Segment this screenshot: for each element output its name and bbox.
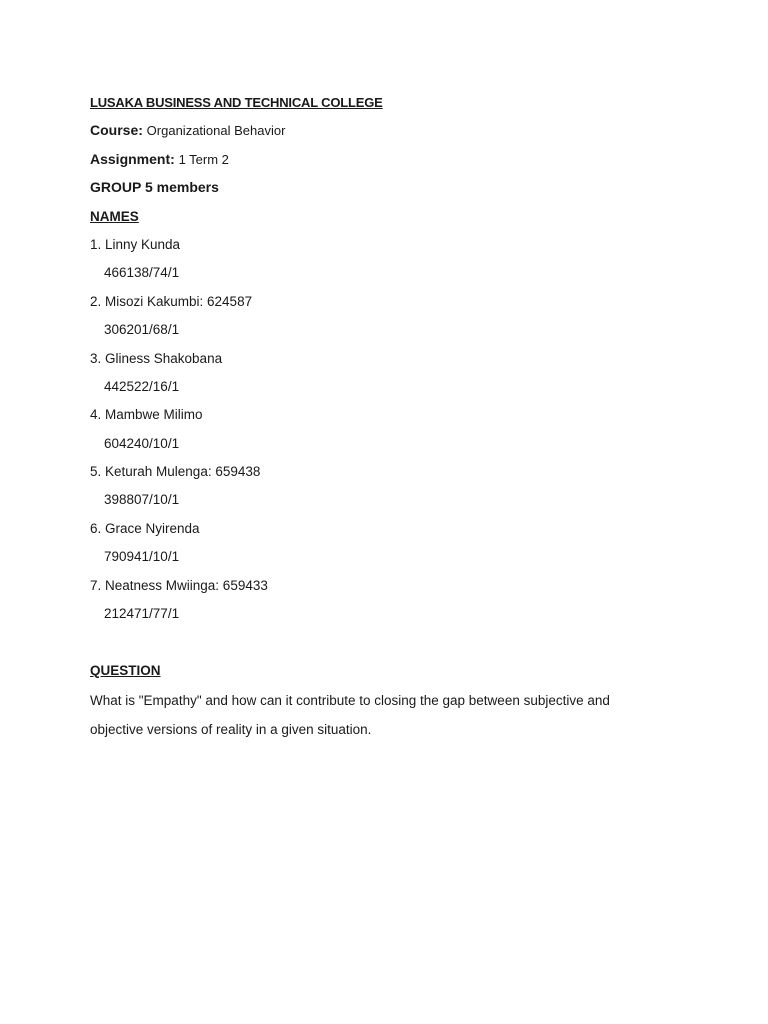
assignment-value: 1 Term 2 bbox=[178, 151, 229, 167]
member-id: 306201/68/1 bbox=[104, 322, 180, 338]
assignment-line bbox=[90, 148, 690, 176]
course-line bbox=[90, 119, 690, 147]
member-name: 1. Linny Kunda bbox=[90, 236, 181, 252]
member-name: 7. Neatness Mwiinga: 659433 bbox=[90, 577, 268, 593]
assignment-label: Assignment: bbox=[90, 150, 175, 167]
member-name: 2. Misozi Kakumbi: 624587 bbox=[90, 293, 253, 309]
question-text: What is "Empathy" and how can it contribute to closing the gap between subjective and objective versions of reality in a given situation. bbox=[90, 693, 610, 737]
question-heading: QUESTION bbox=[90, 662, 161, 678]
document-body bbox=[90, 91, 690, 744]
group-line: GROUP 5 members bbox=[90, 179, 219, 196]
college-title: LUSAKA BUSINESS AND TECHNICAL COLLEGE bbox=[90, 95, 383, 110]
member-name: 3. Gliness Shakobana bbox=[90, 350, 223, 366]
member-list bbox=[90, 233, 690, 630]
member-name: 5. Keturah Mulenga: 659438 bbox=[90, 464, 261, 480]
names-heading: NAMES bbox=[90, 208, 139, 224]
member-id: 466138/74/1 bbox=[104, 265, 180, 281]
blank-line bbox=[90, 630, 690, 658]
member-name: 4. Mambwe Milimo bbox=[90, 407, 203, 423]
member-name: 6. Grace Nyirenda bbox=[90, 520, 200, 536]
member-id: 790941/10/1 bbox=[104, 549, 180, 565]
member-id: 442522/16/1 bbox=[104, 378, 180, 394]
member-id: 604240/10/1 bbox=[104, 435, 180, 451]
course-value: Organizational Behavior bbox=[146, 123, 286, 139]
member-id: 212471/77/1 bbox=[104, 606, 180, 622]
course-label: Course: bbox=[90, 122, 143, 139]
member-id: 398807/10/1 bbox=[104, 492, 180, 508]
